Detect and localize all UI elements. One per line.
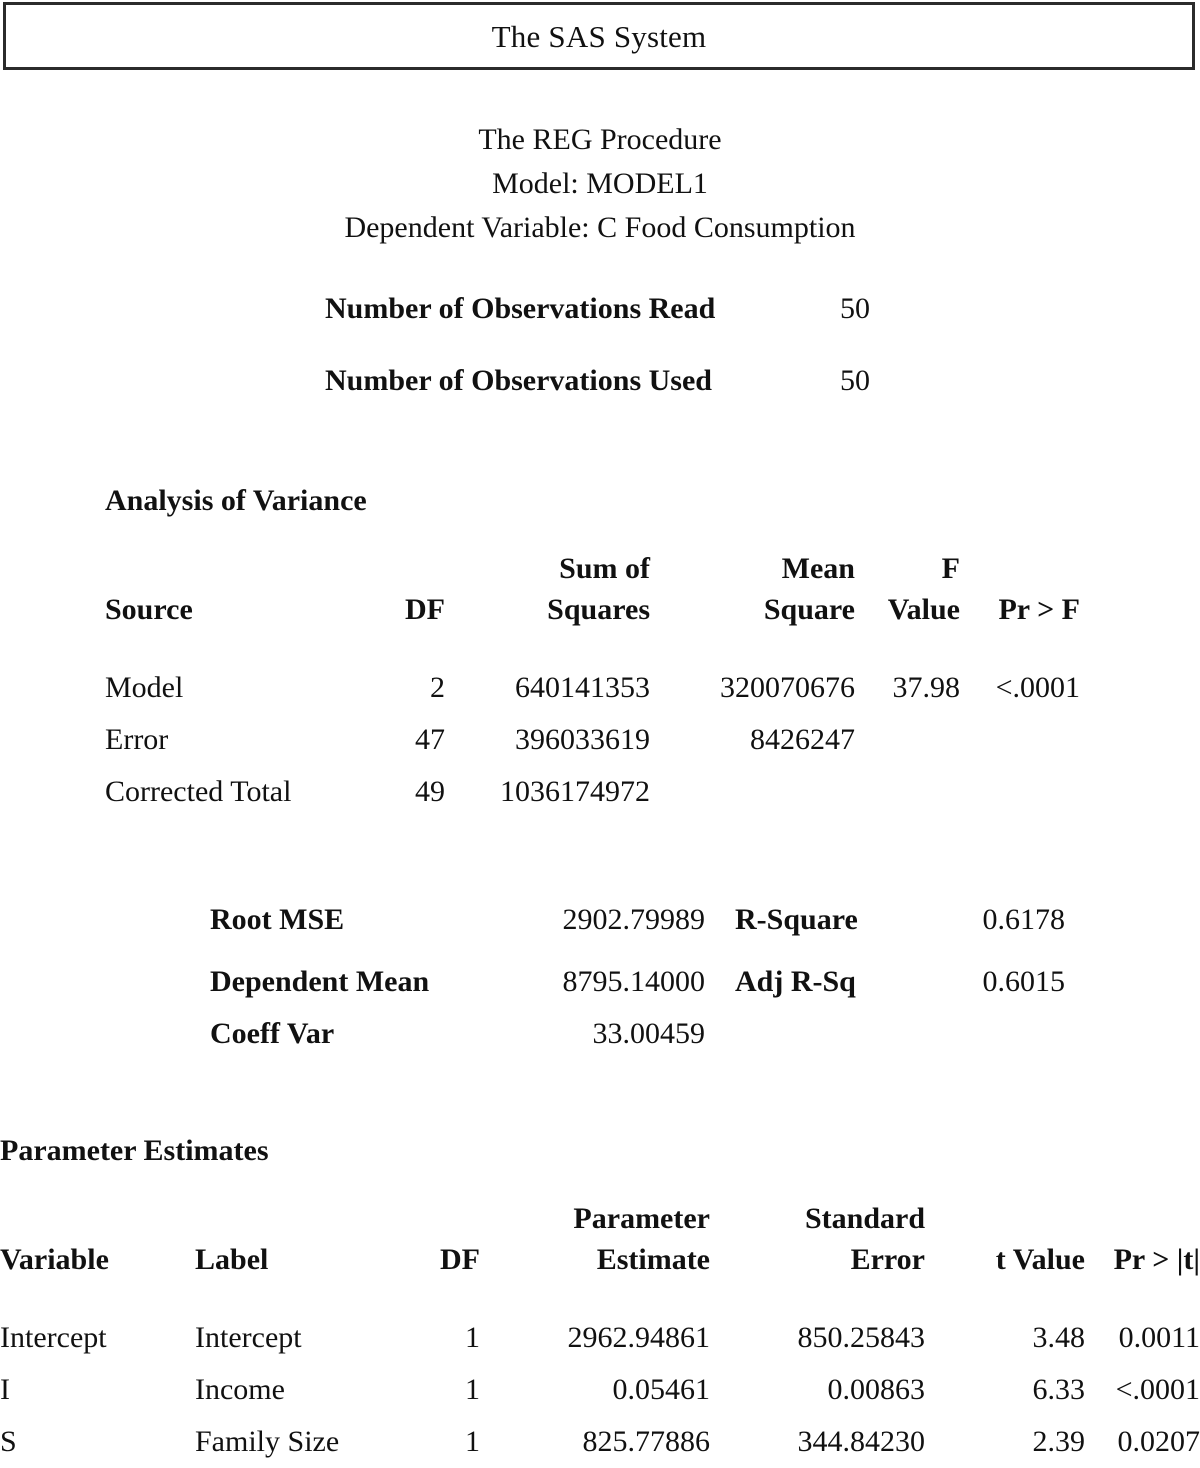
pe-label-income: Income xyxy=(195,1373,285,1406)
fit-label-adj-r-sq: Adj R-Sq xyxy=(735,965,856,998)
pe-std-error-intercept: 850.25843 xyxy=(797,1321,925,1354)
anova-f-corrected-total xyxy=(855,766,960,818)
column-header-f-value-line2: Value xyxy=(887,593,960,626)
column-header-mean-square xyxy=(650,548,855,630)
anova-df-corrected-total: 49 xyxy=(415,775,445,808)
column-header-sum-of-squares-line2: Squares xyxy=(547,593,650,626)
column-header-t-value-line2: t Value xyxy=(995,1243,1085,1276)
fit-value-r-square: 0.6178 xyxy=(982,903,1065,936)
fit-value-coeff-var: 33.00459 xyxy=(592,1017,705,1050)
table-row xyxy=(0,1364,1200,1416)
observations-read-label: Number of Observations Read xyxy=(325,292,716,325)
anova-ms-corrected-total xyxy=(650,766,855,818)
column-header-parameter-estimate xyxy=(480,1198,710,1280)
pe-estimate-income: 0.05461 xyxy=(612,1373,710,1406)
table-row xyxy=(210,956,1065,1008)
pe-t-value-intercept: 3.48 xyxy=(1032,1321,1085,1354)
fit-value-empty xyxy=(915,1008,1065,1060)
anova-df-model: 2 xyxy=(430,671,445,704)
column-header-mean-square-line2: Square xyxy=(763,593,855,626)
procedure-header xyxy=(0,118,1200,250)
fit-value-adj-r-sq: 0.6015 xyxy=(982,965,1065,998)
anova-pr-model: <.0001 xyxy=(995,671,1080,704)
column-header-standard-error xyxy=(710,1198,925,1280)
anova-source-corrected-total: Corrected Total xyxy=(105,775,292,808)
pe-pr-t-income: <.0001 xyxy=(1115,1373,1200,1406)
observations-used-value: 50 xyxy=(840,364,870,397)
page-title: The SAS System xyxy=(491,19,707,54)
column-header-f-value xyxy=(855,548,960,630)
column-header-standard-error-line2: Error xyxy=(850,1243,925,1276)
dependent-variable: Dependent Variable: C Food Consumption xyxy=(344,211,856,244)
observations-read-row xyxy=(0,292,1200,364)
procedure-name: The REG Procedure xyxy=(478,123,722,156)
column-header-pr-f xyxy=(960,548,1080,630)
fit-label-coeff-var: Coeff Var xyxy=(210,1017,335,1050)
observations-used-row xyxy=(0,364,1200,436)
table-row xyxy=(105,766,1080,818)
analysis-of-variance-table xyxy=(105,548,1080,818)
column-header-mean-square-line1: Mean xyxy=(781,552,855,585)
anova-source-error: Error xyxy=(105,723,169,756)
table-header-row xyxy=(0,1198,1200,1280)
fit-label-dependent-mean: Dependent Mean xyxy=(210,965,430,998)
table-header-row xyxy=(105,548,1080,630)
observations-used-label: Number of Observations Used xyxy=(325,364,712,397)
anova-f-model: 37.98 xyxy=(892,671,960,704)
column-header-t-value xyxy=(925,1198,1085,1280)
column-header-pr-t-line2: Pr > |t| xyxy=(1113,1243,1200,1276)
pe-estimate-intercept: 2962.94861 xyxy=(567,1321,710,1354)
parameter-estimates-heading: Parameter Estimates xyxy=(0,1134,269,1167)
column-header-label-line2: Label xyxy=(195,1243,269,1276)
column-header-pr-f-line2: Pr > F xyxy=(998,593,1080,626)
fit-statistics-table xyxy=(210,884,1065,1060)
analysis-of-variance-heading: Analysis of Variance xyxy=(105,484,367,517)
fit-label-empty xyxy=(705,1008,915,1060)
fit-label-root-mse: Root MSE xyxy=(210,903,345,936)
table-row xyxy=(210,1008,1065,1060)
pe-df-income: 1 xyxy=(465,1373,480,1406)
pe-variable-family-size: S xyxy=(0,1425,17,1458)
pe-variable-intercept: Intercept xyxy=(0,1321,107,1354)
model-name: Model: MODEL1 xyxy=(492,167,708,200)
column-header-pe-df xyxy=(405,1198,480,1280)
fit-label-r-square: R-Square xyxy=(735,903,858,936)
column-header-label xyxy=(195,1198,405,1280)
pe-df-family-size: 1 xyxy=(465,1425,480,1458)
table-row xyxy=(210,884,1065,956)
column-header-pe-df-line2: DF xyxy=(440,1243,480,1276)
sas-system-title-banner xyxy=(3,2,1195,70)
column-header-pr-t xyxy=(1085,1198,1200,1280)
fit-value-root-mse: 2902.79989 xyxy=(562,903,705,936)
column-header-sum-of-squares-line1: Sum of xyxy=(559,552,650,585)
observations-block xyxy=(0,292,1200,436)
anova-ss-model: 640141353 xyxy=(515,671,650,704)
observations-read-value: 50 xyxy=(840,292,870,325)
table-row xyxy=(0,1416,1200,1468)
pe-variable-income: I xyxy=(0,1373,10,1406)
fit-value-dependent-mean: 8795.14000 xyxy=(562,965,705,998)
column-header-df-line2: DF xyxy=(405,593,445,626)
pe-std-error-income: 0.00863 xyxy=(827,1373,925,1406)
anova-source-model: Model xyxy=(105,671,184,704)
column-header-df xyxy=(385,548,445,630)
column-header-source xyxy=(105,548,385,630)
pe-estimate-family-size: 825.77886 xyxy=(582,1425,710,1458)
anova-ss-corrected-total: 1036174972 xyxy=(500,775,650,808)
anova-ms-model: 320070676 xyxy=(720,671,855,704)
parameter-estimates-table xyxy=(0,1198,1200,1468)
table-row xyxy=(105,630,1080,714)
anova-pr-corrected-total xyxy=(960,766,1080,818)
table-row xyxy=(105,714,1080,766)
column-header-sum-of-squares xyxy=(445,548,650,630)
column-header-parameter-estimate-line2: Estimate xyxy=(596,1243,710,1276)
pe-pr-t-intercept: 0.0011 xyxy=(1118,1321,1200,1354)
pe-t-value-family-size: 2.39 xyxy=(1032,1425,1085,1458)
column-header-f-value-line1: F xyxy=(941,552,960,585)
column-header-variable xyxy=(0,1198,195,1280)
column-header-variable-line2: Variable xyxy=(0,1243,109,1276)
table-row xyxy=(0,1280,1200,1364)
column-header-source-line2: Source xyxy=(105,593,193,626)
anova-f-error xyxy=(855,714,960,766)
anova-df-error: 47 xyxy=(415,723,445,756)
pe-std-error-family-size: 344.84230 xyxy=(797,1425,925,1458)
pe-pr-t-family-size: 0.0207 xyxy=(1117,1425,1200,1458)
anova-ms-error: 8426247 xyxy=(750,723,855,756)
column-header-parameter-estimate-line1: Parameter xyxy=(573,1202,710,1235)
pe-df-intercept: 1 xyxy=(465,1321,480,1354)
anova-pr-error xyxy=(960,714,1080,766)
anova-ss-error: 396033619 xyxy=(515,723,650,756)
column-header-standard-error-line1: Standard xyxy=(804,1202,925,1235)
pe-label-intercept: Intercept xyxy=(195,1321,302,1354)
pe-t-value-income: 6.33 xyxy=(1032,1373,1085,1406)
pe-label-family-size: Family Size xyxy=(195,1425,340,1458)
